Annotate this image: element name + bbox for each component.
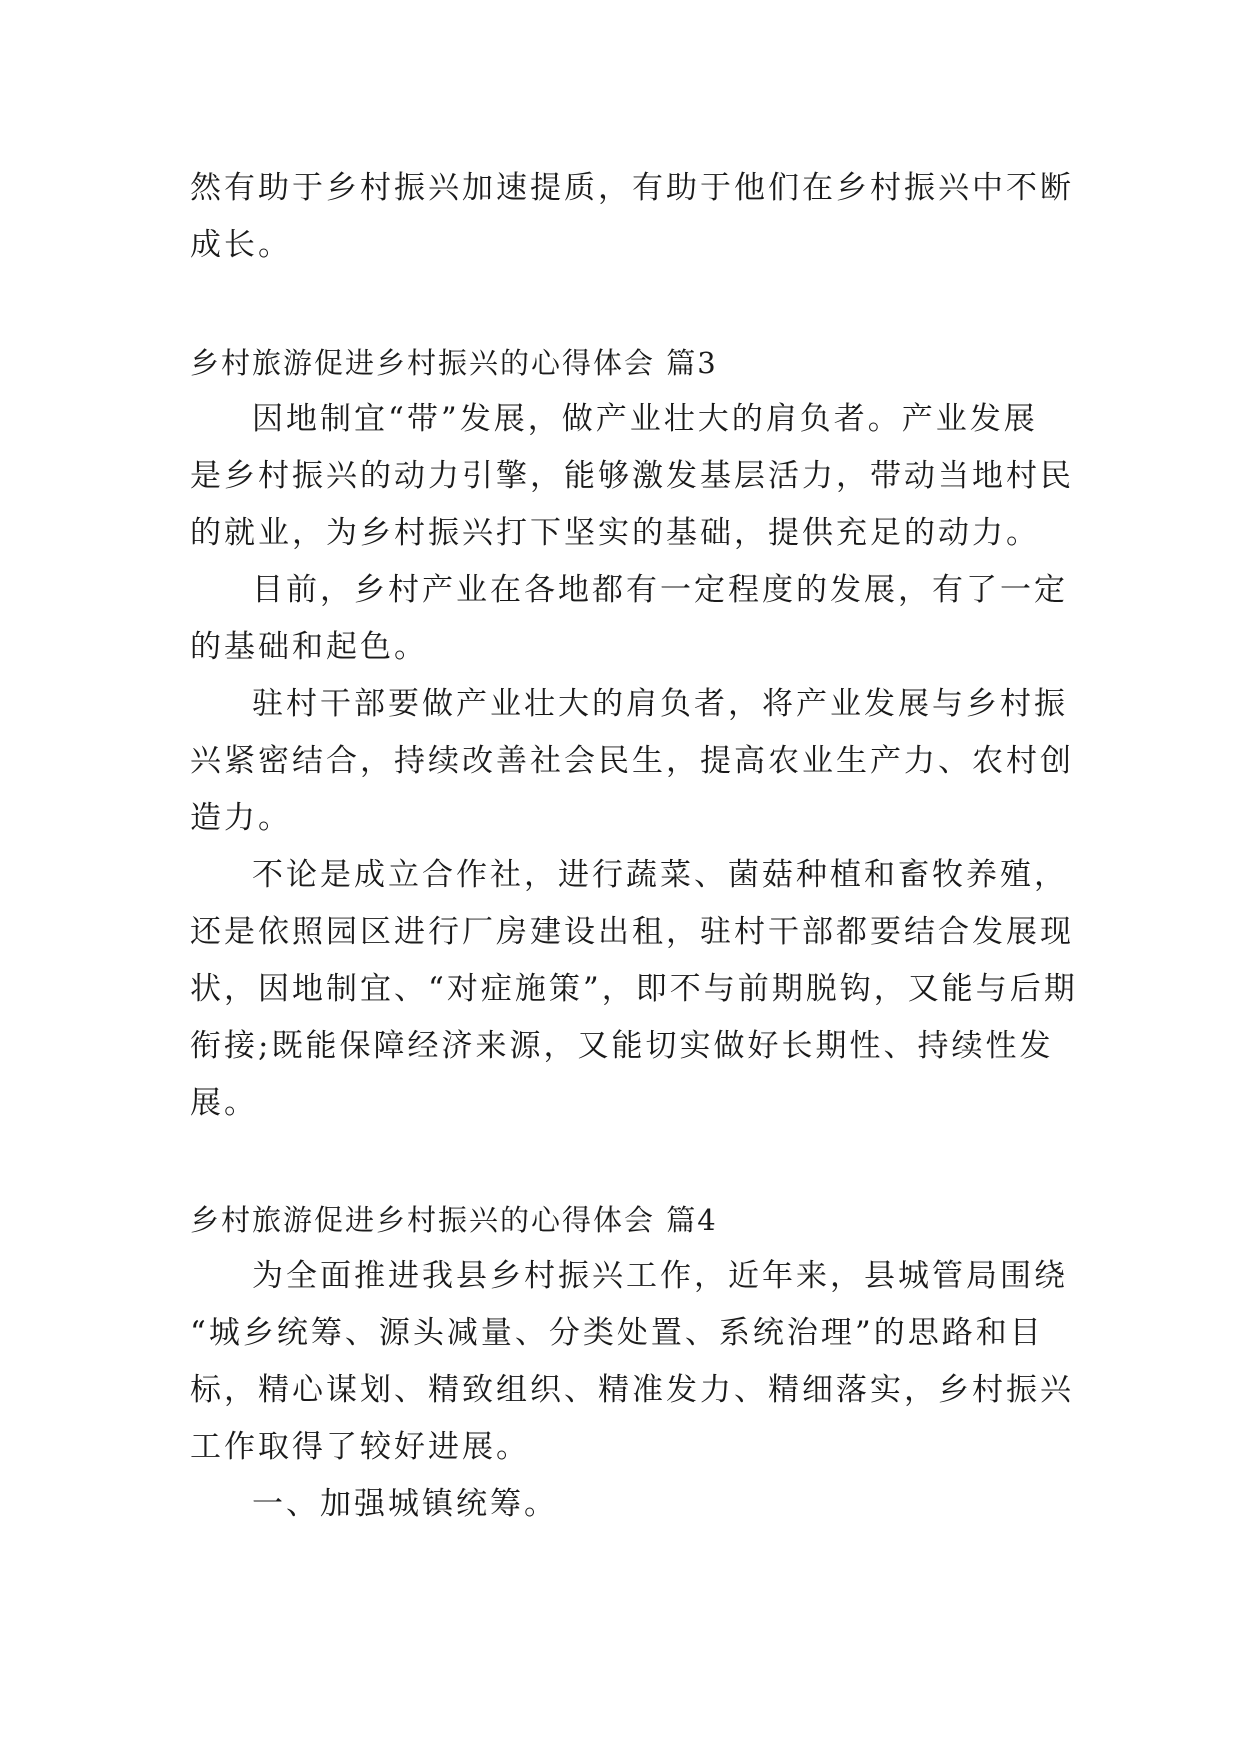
section-heading: 乡村旅游促进乡村振兴的心得体会 篇3 xyxy=(190,346,718,380)
paragraph-line: 造力。 xyxy=(190,800,292,836)
paragraph-line: 状，因地制宜、“对症施策”，即不与前期脱钩，又能与后期 xyxy=(190,971,1078,1007)
paragraph-line: 衔接;既能保障经济来源，又能切实做好长期性、持续性发 xyxy=(190,1028,1054,1064)
paragraph-line: 兴紧密结合，持续改善社会民生，提高农业生产力、农村创 xyxy=(190,743,1074,779)
paragraph-line: 标，精心谋划、精致组织、精准发力、精细落实，乡村振兴 xyxy=(190,1372,1074,1408)
paragraph-line: 一、加强城镇统筹。 xyxy=(252,1486,558,1522)
paragraph-line: 驻村干部要做产业壮大的肩负者，将产业发展与乡村振 xyxy=(252,686,1068,722)
paragraph-line: 为全面推进我县乡村振兴工作，近年来，县城管局围绕 xyxy=(252,1258,1068,1294)
paragraph-line: 展。 xyxy=(190,1085,258,1121)
paragraph-line: 不论是成立合作社，进行蔬菜、菌菇种植和畜牧养殖， xyxy=(252,857,1068,893)
paragraph-line: 因地制宜“带”发展，做产业壮大的肩负者。产业发展 xyxy=(252,401,1038,437)
paragraph-line: 是乡村振兴的动力引擎，能够激发基层活力，带动当地村民 xyxy=(190,458,1074,494)
paragraph-line: “城乡统筹、源头减量、分类处置、系统治理”的思路和目 xyxy=(190,1315,1044,1351)
text-line: 然有助于乡村振兴加速提质，有助于他们在乡村振兴中不断 xyxy=(190,170,1074,206)
text-line: 成长。 xyxy=(190,227,292,263)
paragraph-line: 目前，乡村产业在各地都有一定程度的发展，有了一定 xyxy=(252,572,1068,608)
section-heading: 乡村旅游促进乡村振兴的心得体会 篇4 xyxy=(190,1203,718,1237)
paragraph-line: 还是依照园区进行厂房建设出租，驻村干部都要结合发展现 xyxy=(190,914,1074,950)
paragraph-line: 工作取得了较好进展。 xyxy=(190,1429,530,1465)
paragraph-line: 的就业，为乡村振兴打下坚实的基础，提供充足的动力。 xyxy=(190,515,1040,551)
paragraph-line: 的基础和起色。 xyxy=(190,629,428,665)
